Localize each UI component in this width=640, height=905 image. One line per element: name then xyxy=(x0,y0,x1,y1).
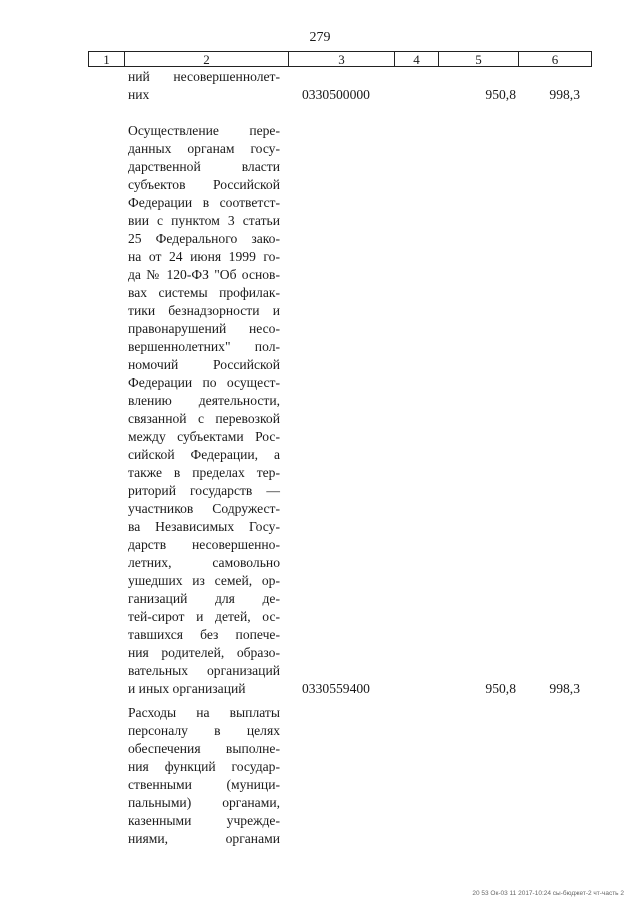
description-line: Федерации в соответст- xyxy=(128,195,280,210)
row-description xyxy=(128,704,280,848)
description-line: ния родителей, образо- xyxy=(128,645,280,660)
description-line: казенными учрежде- xyxy=(128,813,280,828)
description-line: Расходы на выплаты xyxy=(128,705,280,720)
description-line: вии с пунктом 3 статьи xyxy=(128,213,280,228)
description-line: на от 24 июня 1999 го- xyxy=(128,249,280,264)
description-line: участников Содружест- xyxy=(128,501,280,516)
description-line: и иных организаций xyxy=(128,681,246,696)
row-code: 0330500000 xyxy=(302,87,370,102)
description-line: субъектов Российской xyxy=(128,177,280,192)
description-line: между субъектами Рос- xyxy=(128,429,280,444)
page-number: 279 xyxy=(309,30,331,45)
row-value-col5: 950,8 xyxy=(485,87,516,102)
footer-file-stamp: 20 53 Ок-03 11 2017-10:24 сы-бюджет-2 чт-часть 2 xyxy=(472,890,624,897)
description-line: ушедших из семей, ор- xyxy=(128,573,280,588)
description-line: персоналу в целях xyxy=(128,723,280,738)
description-line: сийской Федерации, а xyxy=(128,447,280,462)
description-line: риторий государств — xyxy=(128,483,280,498)
description-line: вершеннолетних" пол- xyxy=(128,339,280,354)
description-line: вательных организаций xyxy=(128,663,280,678)
column-header-5: 5 xyxy=(439,52,519,66)
column-header-6: 6 xyxy=(551,51,559,67)
description-line: правонарушений несо- xyxy=(128,321,280,336)
column-header-1: 1 xyxy=(89,52,125,66)
description-line: данных органам госу- xyxy=(128,141,280,156)
description-line: ний несовершеннолет- xyxy=(128,69,280,84)
description-line: пальными) органами, xyxy=(128,795,280,810)
description-line: номочий Российской xyxy=(128,357,280,372)
column-number-header xyxy=(88,51,592,67)
row-description xyxy=(128,68,280,104)
description-line: ния функций государ- xyxy=(128,759,280,774)
row-code: 0330559400 xyxy=(302,681,370,696)
description-line: 25 Федерального зако- xyxy=(128,231,280,246)
column-header-3: 3 xyxy=(289,52,395,66)
description-line: ственными (муници- xyxy=(128,777,280,792)
row-description xyxy=(128,122,280,698)
description-line: влению деятельности, xyxy=(128,393,280,408)
description-line: дарственной власти xyxy=(128,159,280,174)
row-value-col6: 998,3 xyxy=(549,87,580,102)
description-line: также в пределах тер- xyxy=(128,465,280,480)
description-line: связанной с перевозкой xyxy=(128,411,280,426)
description-line: тавшихся без попече- xyxy=(128,627,280,642)
description-line: тей-сирот и детей, ос- xyxy=(128,609,280,624)
column-header-4: 4 xyxy=(395,52,439,66)
row-value-col6: 998,3 xyxy=(549,681,580,696)
column-header-2: 2 xyxy=(125,52,289,66)
description-line: обеспечения выполне- xyxy=(128,741,280,756)
description-line: да № 120-ФЗ "Об основ- xyxy=(128,267,280,282)
description-line: дарств несовершенно- xyxy=(128,537,280,552)
description-line: тики безнадзорности и xyxy=(128,303,280,318)
description-line: Осуществление пере- xyxy=(128,123,280,138)
description-line: ниями, органами xyxy=(128,831,280,846)
description-line: Федерации по осущест- xyxy=(128,375,280,390)
description-line: них xyxy=(128,87,150,102)
description-line: вах системы профилак- xyxy=(128,285,280,300)
description-line: ганизаций для де- xyxy=(128,591,280,606)
description-line: летних, самовольно xyxy=(128,555,280,570)
description-line: ва Независимых Госу- xyxy=(128,519,280,534)
row-value-col5: 950,8 xyxy=(485,681,516,696)
